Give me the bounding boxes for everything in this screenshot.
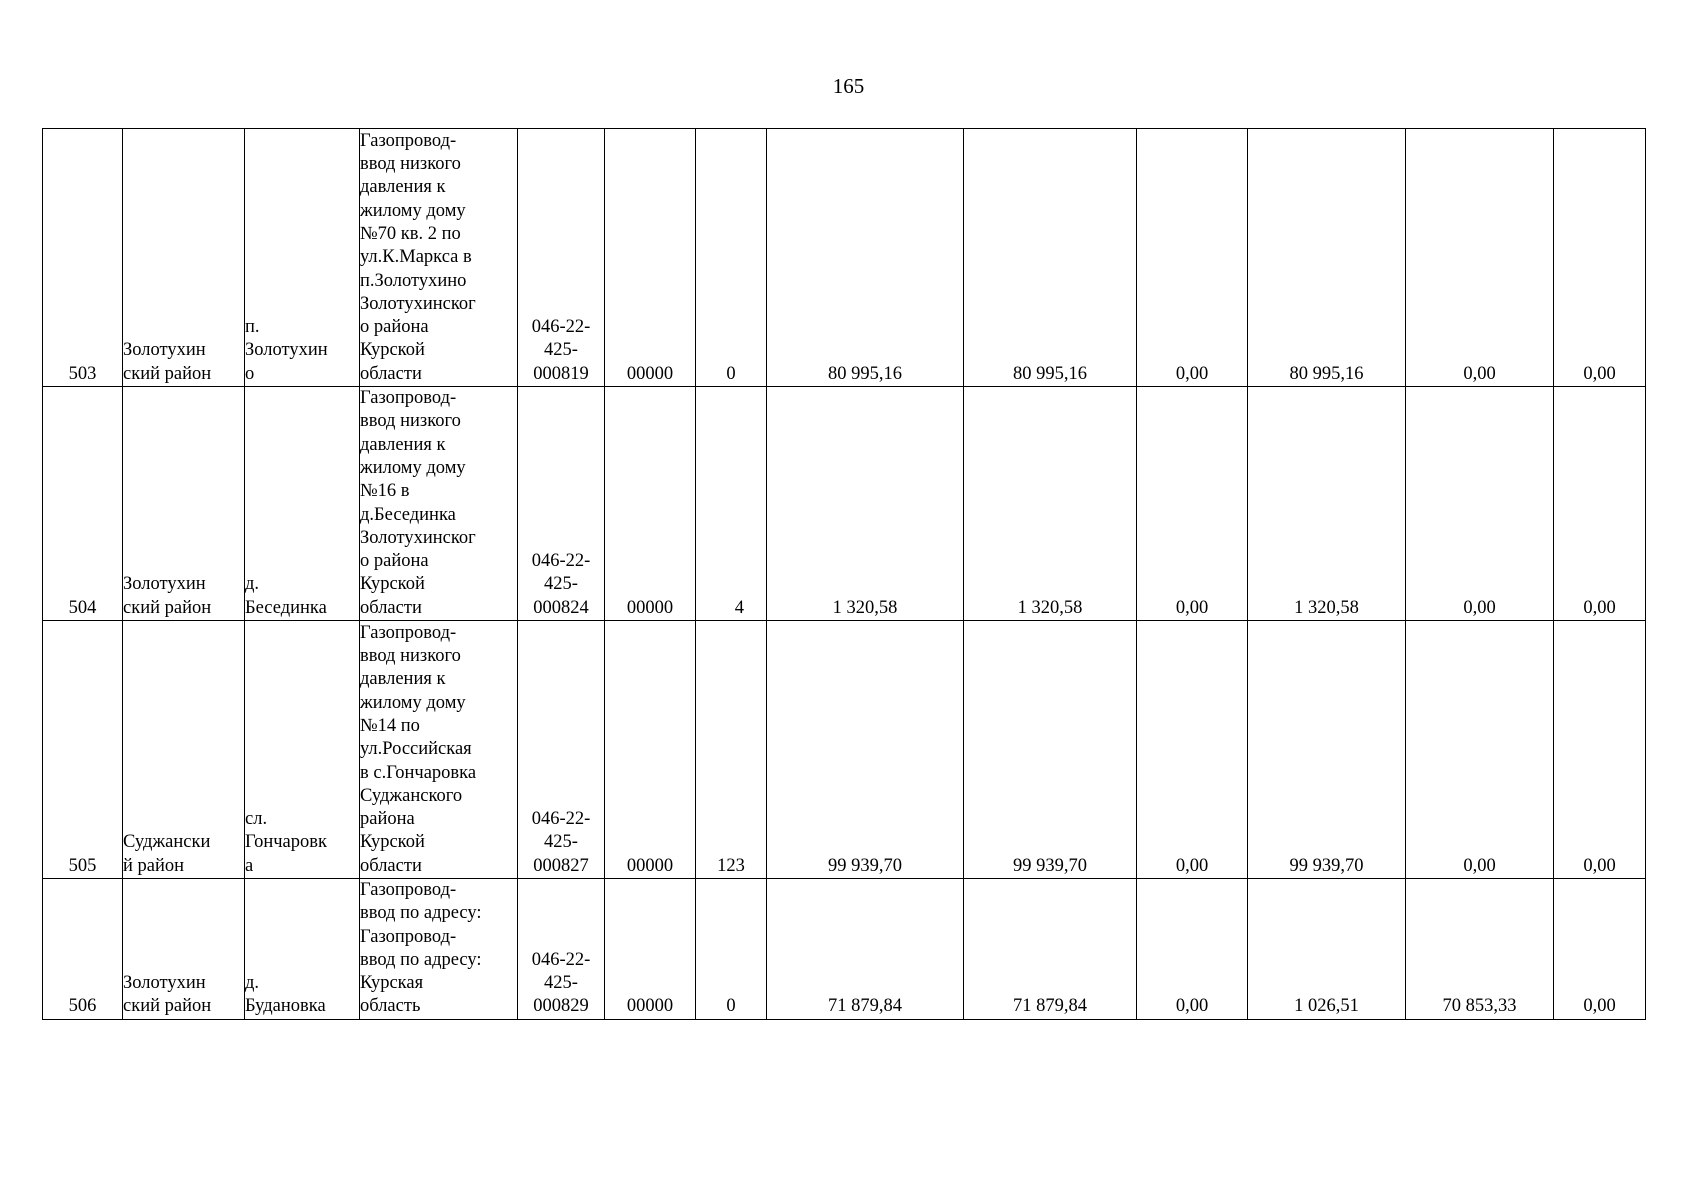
cadastral-code-cell: 046-22- 425- 000827 [518,621,605,879]
description-cell: Газопровод- ввод низкого давления к жилому дому №16 в д.Бесединка Золотухинског о района Курской области [360,387,518,621]
value-cell-4: 1 320,58 [1248,387,1406,621]
value-cell-3: 0,00 [1137,879,1248,1020]
zero-code-cell: 00000 [605,129,696,387]
cadastral-code-cell: 046-22- 425- 000824 [518,387,605,621]
value-cell-1: 71 879,84 [767,879,964,1020]
value-cell-2: 80 995,16 [964,129,1137,387]
value-cell-5: 0,00 [1406,621,1554,879]
description-cell: Газопровод- ввод низкого давления к жилому дому №70 кв. 2 по ул.К.Маркса в п.Золотухино Золотухинског о района Курской области [360,129,518,387]
value-cell-5: 0,00 [1406,129,1554,387]
value-cell-4: 1 026,51 [1248,879,1406,1020]
value-cell-5: 0,00 [1406,387,1554,621]
table-row [43,879,1646,1020]
value-cell-6: 0,00 [1554,129,1646,387]
row-number: 506 [43,879,123,1020]
value-cell-3: 0,00 [1137,129,1248,387]
district-cell: Золотухин ский район [123,387,245,621]
value-cell-2: 1 320,58 [964,387,1137,621]
table-row [43,129,1646,387]
value-cell-4: 80 995,16 [1248,129,1406,387]
table-row [43,621,1646,879]
value-cell-1: 80 995,16 [767,129,964,387]
value-cell-5: 70 853,33 [1406,879,1554,1020]
settlement-cell: п. Золотухин о [245,129,360,387]
value-cell-6: 0,00 [1554,621,1646,879]
page-number: 165 [832,74,865,98]
value-cell-6: 0,00 [1554,387,1646,621]
zero-code-cell: 00000 [605,621,696,879]
quantity-cell: 4 [696,387,767,621]
row-number: 504 [43,387,123,621]
quantity-cell: 0 [696,879,767,1020]
value-cell-3: 0,00 [1137,387,1248,621]
value-cell-1: 1 320,58 [767,387,964,621]
zero-code-cell: 00000 [605,879,696,1020]
description-cell: Газопровод- ввод по адресу: Газопровод- ввод по адресу: Курская область [360,879,518,1020]
value-cell-3: 0,00 [1137,621,1248,879]
property-table [42,128,1646,1020]
cadastral-code-cell: 046-22- 425- 000819 [518,129,605,387]
value-cell-6: 0,00 [1554,879,1646,1020]
district-cell: Суджански й район [123,621,245,879]
description-cell: Газопровод- ввод низкого давления к жилому дому №14 по ул.Российская в с.Гончаровка Суджанского района Курской области [360,621,518,879]
settlement-cell: д. Бесединка [245,387,360,621]
cadastral-code-cell: 046-22- 425- 000829 [518,879,605,1020]
table-row [43,387,1646,621]
value-cell-1: 99 939,70 [767,621,964,879]
quantity-cell: 0 [696,129,767,387]
quantity-cell: 123 [696,621,767,879]
district-cell: Золотухин ский район [123,129,245,387]
row-number: 505 [43,621,123,879]
settlement-cell: сл. Гончаровк а [245,621,360,879]
value-cell-2: 99 939,70 [964,621,1137,879]
settlement-cell: д. Будановка [245,879,360,1020]
row-number: 503 [43,129,123,387]
zero-code-cell: 00000 [605,387,696,621]
district-cell: Золотухин ский район [123,879,245,1020]
value-cell-2: 71 879,84 [964,879,1137,1020]
value-cell-4: 99 939,70 [1248,621,1406,879]
